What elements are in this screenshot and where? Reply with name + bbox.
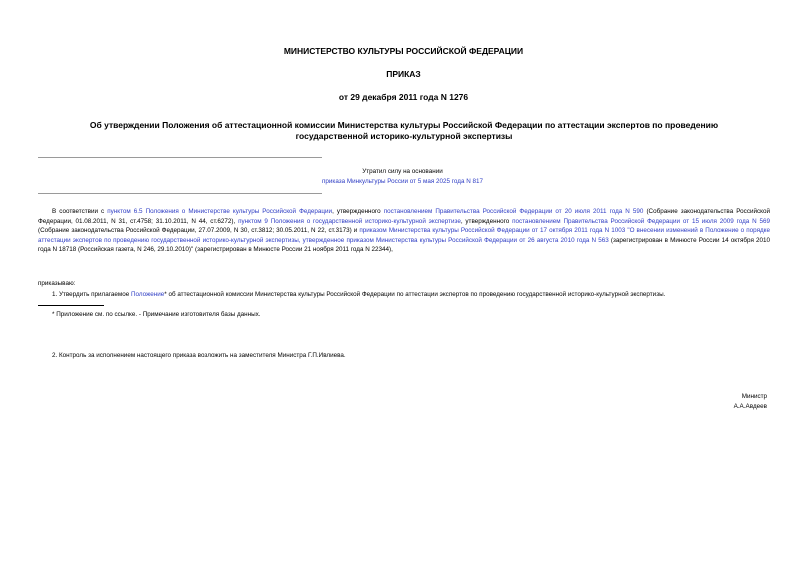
preamble-text-3: (Собрание законодательства Российской Федерации, 01.08.2011, N 31, ст.4758; 31.10.2011, N 44, ст.6272), (38, 208, 770, 225)
document-date-number: от 29 декабря 2011 года N 1276 (338, 92, 469, 102)
item-2: 2. Контроль за исполнением настоящего приказа возложить на заместителя Министра Г.П.Ивлиева. (52, 352, 346, 359)
signature-block (734, 392, 767, 411)
divider-bottom (38, 193, 322, 194)
item-1-text-1: 1. Утвердить прилагаемое (52, 291, 131, 298)
item-1 (52, 290, 770, 300)
footnote: * Приложение см. по ссылке. - Примечание изготовителя базы данных. (52, 311, 261, 318)
preamble-text-5: (Собрание законодательства Российской Федерации, 27.07.2009, N 30, ст.3812; 30.05.2011, N 22, ст.3173) и (38, 227, 360, 235)
link-resolution-569[interactable]: постановлением Правительства Российской Федерации от 15 июля 2009 года N 569 (512, 217, 770, 225)
link-regulation[interactable]: Положение (130, 291, 165, 298)
divider-top (38, 157, 322, 158)
order-word: приказываю: (38, 280, 76, 287)
ministry-name: МИНИСТЕРСТВО КУЛЬТУРЫ РОССИЙСКОЙ ФЕДЕРАЦИИ (283, 46, 524, 56)
status-text: Утратил силу на основании (362, 168, 443, 175)
link-order-1003[interactable]: приказом Министерства культуры Российской Федерации от 17 октября 2011 года N 1003 "О внесении изменений в Положение о порядке аттестации экспертов по проведению государственной историко-культурной экспертизы, утвержденное приказом Министерства культуры Российской Федерации от 26 августа 2010 года N 563 (38, 227, 770, 244)
item-1-text-2: * об аттестационной комиссии Министерства культуры Российской Федерации по аттестации экспертов по проведению государственной историко-культурной экспертизы. (164, 291, 666, 298)
document-type: ПРИКАЗ (386, 69, 421, 79)
link-resolution-590[interactable]: постановлением Правительства Российской Федерации от 20 июля 2011 года N 590 (383, 208, 644, 215)
preamble-paragraph (38, 207, 770, 255)
signature-name: А.А.Авдеев (733, 402, 767, 410)
footnote-rule (38, 305, 104, 306)
link-expertise-regulation-point-9[interactable]: пунктом 9 Положения о государственной историко-культурной экспертизе (238, 217, 461, 225)
link-regulation-point-6-5[interactable]: пунктом 6.5 Положения о Министерстве культуры Российской Федерации (107, 208, 333, 215)
preamble-text-2: , утвержденного (332, 208, 384, 215)
signature-position: Министр (741, 393, 767, 400)
preamble-text-6: (зарегистрирован в Минюсте России 14 октября 2010 года N 18718 (Российская газета, N 246, 29.10.2010)" (зарегистрирован в Минюсте России 21 ноября 2011 года N 22344), (38, 236, 770, 254)
preamble-text-4: , утвержденного (460, 217, 513, 225)
preamble-text-1: В соответствии с (52, 208, 108, 215)
status-link[interactable]: приказа Минкультуры России от 5 мая 2025 года N 817 (322, 177, 483, 185)
document-title: Об утверждении Положения об аттестационной комиссии Министерства культуры Российской Федерации по аттестации экспертов по проведению государственной историко-культурной экспертизы (89, 120, 719, 141)
status-note (200, 167, 605, 186)
